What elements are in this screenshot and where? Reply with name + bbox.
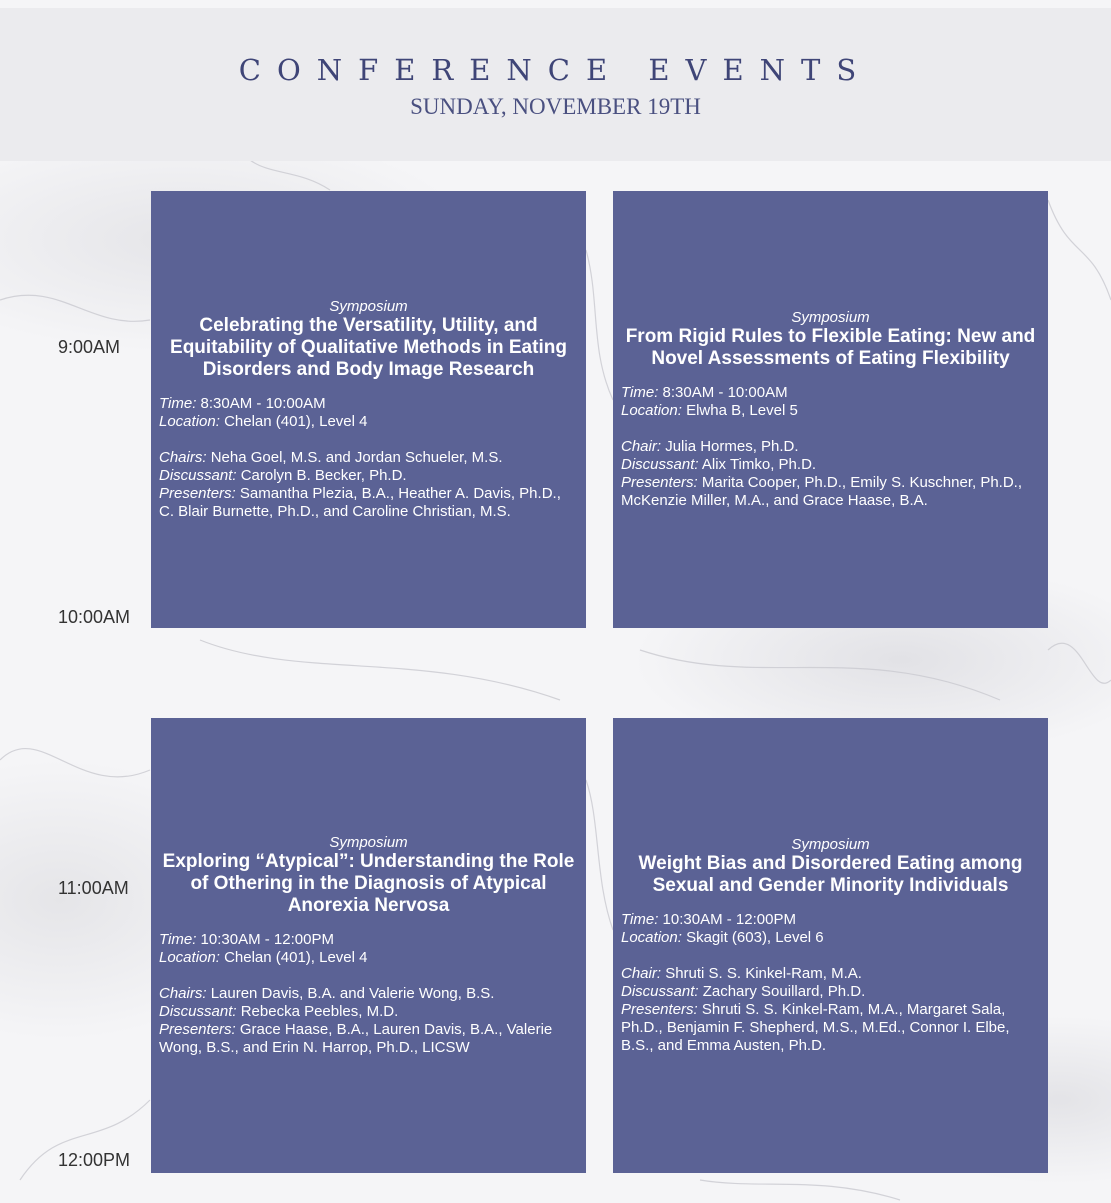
- event-type: Symposium: [329, 834, 408, 851]
- event-discussant: Discussant: Alix Timko, Ph.D.: [621, 456, 817, 473]
- event-title: From Rigid Rules to Flexible Eating: New and Novel Assessments of Eating Flexibility: [625, 326, 1036, 369]
- page-date: SUNDAY, NOVEMBER 19TH: [410, 94, 701, 119]
- time-label-12pm: 12:00PM: [58, 1150, 131, 1170]
- event-location: Location: Skagit (603), Level 6: [621, 929, 824, 946]
- event-card[interactable]: [151, 191, 586, 628]
- event-card[interactable]: [613, 191, 1048, 628]
- event-location: Location: Elwha B, Level 5: [621, 402, 798, 419]
- time-label-10am: 10:00AM: [58, 607, 131, 627]
- event-discussant: Discussant: Zachary Souillard, Ph.D.: [621, 983, 866, 1000]
- header-banner: [0, 8, 1111, 161]
- event-chairs: Chair: Shruti S. S. Kinkel-Ram, M.A.: [621, 965, 862, 982]
- event-discussant: Discussant: Carolyn B. Becker, Ph.D.: [159, 467, 407, 484]
- event-type: Symposium: [791, 836, 870, 853]
- time-label-11am: 11:00AM: [58, 878, 129, 898]
- event-presenters: Presenters: Shruti S. S. Kinkel-Ram, M.A., Margaret Sala, Ph.D., Benjamin F. Shepherd, M.S., M.Ed., Connor I. Elbe, B.S., and Emma Austen, Ph.D.: [621, 1001, 1010, 1054]
- event-title: Celebrating the Versatility, Utility, and Equitability of Qualitative Methods in Eating Disorders and Body Image Research: [170, 315, 567, 380]
- event-chairs: Chairs: Neha Goel, M.S. and Jordan Schueler, M.S.: [159, 449, 503, 466]
- event-time: Time: 10:30AM - 12:00PM: [159, 931, 334, 948]
- event-type: Symposium: [329, 298, 408, 315]
- event-location: Location: Chelan (401), Level 4: [159, 413, 368, 430]
- page-title: CONFERENCE EVENTS: [238, 53, 873, 87]
- event-type: Symposium: [791, 309, 870, 326]
- event-card[interactable]: [613, 718, 1048, 1173]
- event-time: Time: 8:30AM - 10:00AM: [621, 384, 788, 401]
- event-chairs: Chair: Julia Hormes, Ph.D.: [621, 438, 799, 455]
- event-time: Time: 10:30AM - 12:00PM: [621, 911, 796, 928]
- event-presenters: Presenters: Marita Cooper, Ph.D., Emily S. Kuschner, Ph.D., McKenzie Miller, M.A., and Grace Haase, B.A.: [621, 474, 1023, 509]
- event-time: Time: 8:30AM - 10:00AM: [159, 395, 326, 412]
- event-title: Exploring “Atypical”: Understanding the Role of Othering in the Diagnosis of Atypical Anorexia Nervosa: [162, 851, 575, 916]
- event-location: Location: Chelan (401), Level 4: [159, 949, 368, 966]
- event-chairs: Chairs: Lauren Davis, B.A. and Valerie Wong, B.S.: [159, 985, 495, 1002]
- event-presenters: Presenters: Grace Haase, B.A., Lauren Davis, B.A., Valerie Wong, B.S., and Erin N. Harrop, Ph.D., LICSW: [159, 1021, 553, 1056]
- event-discussant: Discussant: Rebecka Peebles, M.D.: [159, 1003, 399, 1020]
- time-label-9am: 9:00AM: [58, 337, 121, 357]
- event-title: Weight Bias and Disordered Eating among Sexual and Gender Minority Individuals: [638, 853, 1023, 896]
- event-card[interactable]: [151, 718, 586, 1173]
- event-presenters: Presenters: Samantha Plezia, B.A., Heather A. Davis, Ph.D., C. Blair Burnette, Ph.D., and Caroline Christian, M.S.: [159, 485, 561, 520]
